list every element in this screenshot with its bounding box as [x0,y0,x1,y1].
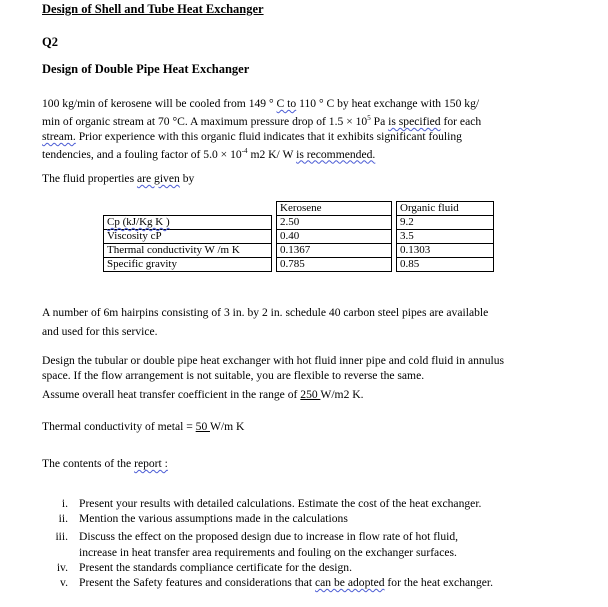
kerosene-cell: 0.40 [277,230,392,244]
hairpin-line-1: A number of 6m hairpins consisting of 3 in. by 2 in. schedule 40 carbon steel pipes are available [42,306,489,319]
question-number: Q2 [42,35,58,49]
assumption-line: Assume overall heat transfer coefficient in the range of 250 W/m2 K. [42,388,364,401]
organic-cell: 0.1303 [397,244,494,258]
problem-line-2: min of organic stream at 70 °C. A maximum pressure drop of $1.5 \times 10^5$ Pa is specified for each [42,114,482,128]
fluid-properties-intro: The fluid properties are given by [42,172,195,185]
problem-statement [42,96,558,162]
organic-cell: 0.85 [397,258,494,272]
list-item: iii. Discuss the effect on the proposed design due to increase in flow rate of hot fluid, increase in heat transfer area requirements and fouling on the exchanger surfaces. [55,530,459,559]
list-item: v. Present the Safety features and considerations that can be adopted for the heat exchanger. [60,576,494,590]
organic-cell: 9.2 [397,216,494,230]
table-row [104,216,494,230]
hairpin-line-2: and used for this service. [42,325,158,338]
kerosene-cell: 2.50 [277,216,392,230]
problem-line-1: 100 kg/min of kerosene will be cooled from 149 ° C to 110 ° C by heat exchange with 150 kg/ [42,97,480,110]
list-item: iv. Present the standards compliance certificate for the design. [56,560,352,574]
report-items-list [42,496,493,590]
problem-line-4: tendencies, and a fouling factor of $5.0 \times 10^{-4}$ m2 K/ W is recommended. [42,146,376,161]
hairpin-paragraph [42,305,488,339]
report-contents-intro: The contents of the report : [42,457,168,470]
design-line-1: Design the tubular or double pipe heat exchanger with hot fluid inner pipe and cold fluid in annulus [42,354,505,367]
table-row [104,244,494,258]
property-cell: Thermal conductivity W /m K [104,244,272,258]
kerosene-cell: 0.1367 [277,244,392,258]
organic-cell: 3.5 [397,230,494,244]
section-subtitle: Design of Double Pipe Heat Exchanger [42,62,250,76]
metal-conductivity-line: Thermal conductivity of metal = 50 W/m K [42,420,245,433]
header-organic: Organic fluid [397,202,494,216]
header-kerosene: Kerosene [277,202,392,216]
problem-line-3: stream. Prior experience with this organic fluid indicates that it exhibits significant fouling [42,129,462,143]
table-header-row [104,202,494,216]
table-row [104,258,494,272]
table-row [104,230,494,244]
kerosene-cell: 0.785 [277,258,392,272]
property-cell: Specific gravity [104,258,272,272]
list-item: i. Present your results with detailed calculations. Estimate the cost of the heat exchanger. [61,497,482,510]
design-paragraph [42,353,504,383]
document-title: Design of Shell and Tube Heat Exchanger [42,2,264,16]
list-item: ii. Mention the various assumptions made in the calculations [58,512,348,526]
property-cell: Viscosity cP [104,230,272,244]
design-line-2: space. If the flow arrangement is not suitable, you are flexible to reverse the same. [42,369,425,382]
property-cell: Cp (kJ/Kg K ) [104,216,272,230]
fluid-properties-table [103,201,494,272]
